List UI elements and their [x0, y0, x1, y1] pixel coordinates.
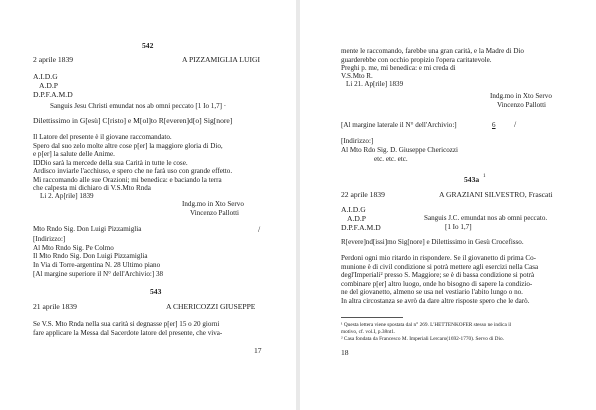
- body-line: guarderebbe con occhio propizio l'opera caritatevole.: [341, 56, 492, 64]
- body-line: combinare p[er] altro luogo, onde ho bisogno di sapere la condizio-: [341, 280, 533, 288]
- footnote-line: ¹ Questa lettera viene spostata dal n° 269. L'HETTENKOFER stesso ne indica il: [341, 322, 512, 328]
- body-line: Il Latore del presente è il giovane raccomandato.: [33, 133, 172, 141]
- body-line: Perdoni ogni mio ritardo in rispondere. Se il giovanetto di prima Co-: [341, 254, 537, 262]
- body-line: e p[er] la salute delle Anime.: [33, 150, 115, 158]
- address-line: Mto Rndo Sig. Don Luigi Pizzamiglia: [33, 225, 142, 233]
- address-line: etc. etc. etc.: [374, 155, 408, 163]
- footnote-separator: [341, 317, 403, 318]
- place-date: Li 2. Ap[rile] 1839: [40, 192, 94, 200]
- letter-date: 22 aprile 1839: [341, 190, 385, 199]
- letter-number: 543: [150, 287, 162, 296]
- body-line: IDDio sarà la mercede della sua Carità in tutte le cose.: [33, 159, 188, 167]
- margin-mark: /: [514, 120, 517, 129]
- archive-number: 6: [492, 121, 496, 129]
- right-page: [300, 0, 596, 410]
- closing-formula: Indg.mo in Xto Servo: [182, 200, 244, 208]
- body-line: Spero dal suo zelo molte altre cose p[er] la maggiore gloria di Dio,: [33, 142, 223, 150]
- invocation-line: A.D.P: [347, 214, 366, 223]
- letter-date: 2 aprile 1839: [33, 55, 74, 64]
- address-line: Il Mto Rndo Sig. Don Luigi Pizzamiglia: [33, 252, 148, 260]
- signature: Vincenzo Pallotti: [190, 209, 240, 217]
- invocation-line: D.P.F.A.M.D: [33, 90, 73, 99]
- archive-note: [Al margine laterale il N° dell'Archivio:]: [341, 121, 457, 129]
- margin-mark: /: [258, 225, 261, 234]
- body-line: Preghi p. me, mi benedica: e mi creda di: [341, 64, 456, 72]
- address-line: Al Mto Rndo Sig. Pe Colmo: [33, 244, 114, 252]
- footnote-line: motivo, cf. vol.I, p.38nt1.: [341, 329, 396, 335]
- letter-greeting: Sanguis Jesu Christi emundat nos ab omni peccato [1 Io 1,7] ·: [50, 102, 227, 110]
- closing-formula: Indg.mo in Xto Servo: [490, 92, 552, 100]
- body-line: degl'Imperiali² presso S. Maggiore; se è di bassa condizione si potrà: [341, 271, 535, 279]
- letter-recipient: A PIZZAMIGLIA LUIGI: [182, 55, 261, 64]
- body-line: V.S.Mto R.: [341, 72, 373, 80]
- address-line: In Via di Torre-argentina N. 28 Ultimo piano: [33, 261, 161, 269]
- letter-salutation: Dilettissimo in G[esù] C[risto] e M[ol]to R[everen]d[o] Sig[nore]: [33, 116, 233, 125]
- footnote-line: ² Casa fondata da Francesco M. Imperiali Lercaro(1692-1770). Servo di Dio.: [341, 336, 504, 342]
- letter-salutation: R[evere]nd[issi]mo Sig[nore] e Dilettissimo in Gesù Crocefisso.: [341, 238, 524, 246]
- invocation-line: A.I.D.G: [341, 205, 366, 214]
- body-line: che calpesta mi dichiaro di V.S.Mto Rnda: [33, 184, 151, 192]
- body-line: Se V.S. Mto Rnda nella sua carità si degnasse p[er] 15 o 20 giorni: [33, 320, 220, 328]
- address-line: [Al margine superiore il N° dell'Archivio:] 38: [33, 270, 164, 278]
- page-number: 17: [254, 346, 262, 355]
- address-line: [Indirizzo:]: [33, 235, 66, 243]
- left-page: [0, 0, 296, 410]
- address-line: Al Mto Rdo Sig. D. Giuseppe Chericozzi: [341, 146, 459, 154]
- body-line: mente le raccomando, farebbe una gran carità, e la Madre di Dio: [341, 47, 524, 55]
- body-line: munione è di civil condizione si potrà mettere agli esercizi nella Casa: [341, 263, 539, 271]
- letter-number: 543a: [464, 175, 480, 184]
- letter-greeting: Sanguis J.C. emundat nos ab omni peccato.: [424, 214, 548, 222]
- scripture-ref: [1 Io 1,7]: [445, 223, 472, 231]
- signature: Vincenzo Pallotti: [497, 101, 547, 109]
- letter-recipient: A CHERICOZZI GIUSEPPE: [166, 302, 256, 311]
- body-line: fare applicare la Messa dal Sacerdote latore del presente, che viva-: [33, 329, 223, 337]
- body-line: Mi raccomando alle sue Orazioni; mi benedica: e baciando la terra: [33, 176, 222, 184]
- place-date: Li 21. Ap[rile] 1839: [346, 80, 404, 88]
- page-number: 18: [341, 348, 349, 357]
- footnote-ref: 1: [483, 173, 486, 179]
- body-line: In altra circostanza se avrò da dare altre risposte spero che le darò.: [341, 297, 530, 305]
- invocation-line: A.I.D.G: [33, 72, 58, 81]
- body-line: Ardisco inviarle l'acchiuso, e spero che ne farà uso con grande effetto.: [33, 167, 233, 175]
- invocation-line: A.D.P: [39, 81, 58, 90]
- letter-recipient: A GRAZIANI SILVESTRO, Frascati: [439, 190, 553, 199]
- letter-number: 542: [142, 41, 154, 50]
- invocation-line: D.P.F.A.M.D: [341, 223, 381, 232]
- body-line: ne del giovanetto, almeno se usa nel vestiario l'abito lungo o no.: [341, 288, 523, 296]
- address-line: [Indirizzo:]: [341, 137, 374, 145]
- letter-date: 21 aprile 1839: [33, 302, 77, 311]
